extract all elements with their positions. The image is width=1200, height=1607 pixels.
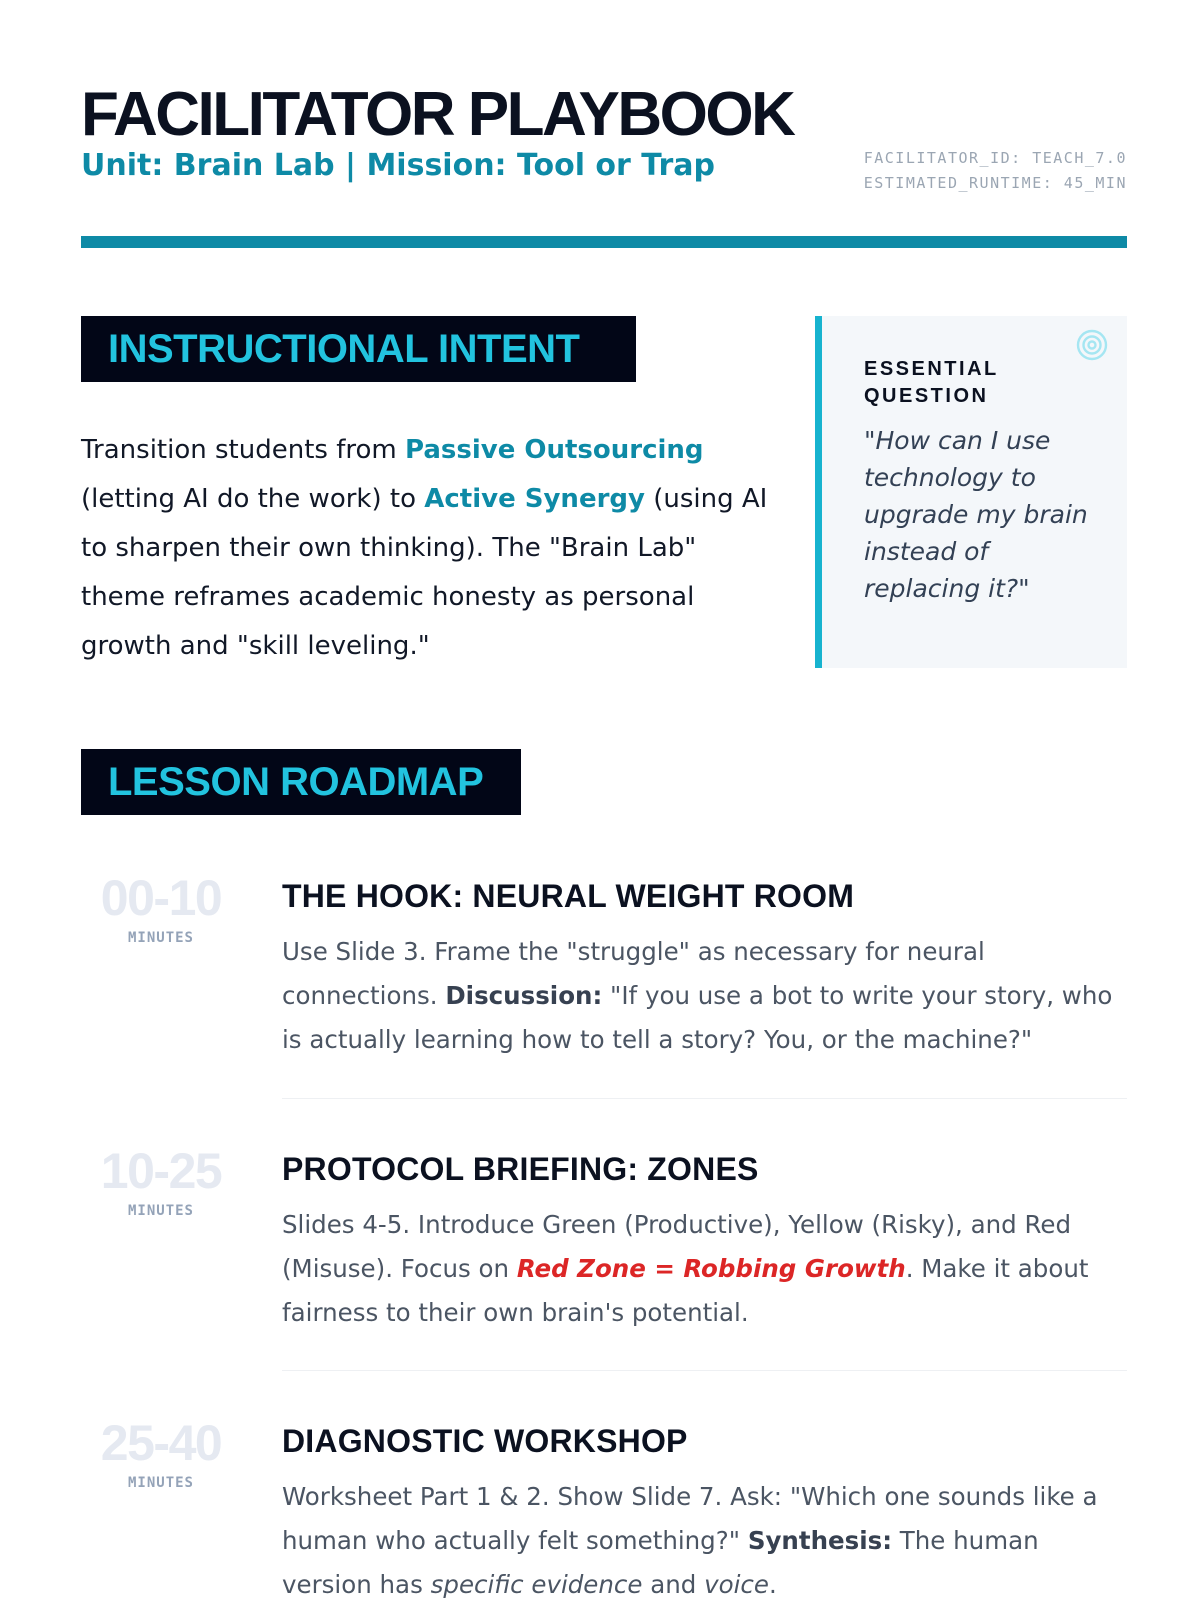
intent-paragraph xyxy=(81,426,771,671)
intent-text-3: (using AI to sharpen their own thinking). The "Brain Lab" theme reframes academic honesty as personal growth and "skill leveling." xyxy=(81,484,768,661)
step-italic-term: voice xyxy=(704,1570,769,1599)
eq-heading-line-1: ESSENTIAL xyxy=(864,358,999,380)
minutes-label: MINUTES xyxy=(127,1475,194,1491)
essential-question-quote: "How can I use technology to upgrade my brain instead of replacing it?" xyxy=(864,426,1088,603)
facilitator-meta xyxy=(864,146,1127,196)
step-title: DIAGNOSTIC WORKSHOP xyxy=(282,1423,688,1459)
step-description xyxy=(282,1475,1127,1607)
target-icon xyxy=(1075,328,1109,362)
step-text-part: . xyxy=(768,1570,777,1599)
step-bold-term: Synthesis: xyxy=(747,1526,893,1555)
page-title: FACILITATOR PLAYBOOK xyxy=(81,80,794,149)
facilitator-id: FACILITATOR_ID: TEACH_7.0 xyxy=(863,149,1127,167)
passive-outsourcing-term: Passive Outsourcing xyxy=(404,435,704,465)
step-time: 25-40 xyxy=(100,1415,222,1471)
instructional-intent-label: INSTRUCTIONAL INTENT xyxy=(81,316,636,382)
playbook-page xyxy=(81,0,1127,1600)
step-bold-term: Discussion: xyxy=(445,981,603,1010)
unit-mission-subtitle: Unit: Brain Lab | Mission: Tool or Trap xyxy=(81,148,715,183)
eq-heading-line-2: QUESTION xyxy=(864,385,989,407)
header-divider xyxy=(81,236,1127,248)
minutes-label: MINUTES xyxy=(127,1203,194,1219)
essential-question-heading xyxy=(864,356,999,410)
step-text-part: "If you use a bot to write your story, who is actually learning how to tell a story? You, or the machine?" xyxy=(282,981,1113,1054)
step-text-part: Slides 4-5. Introduce Green (Productive), Yellow (Risky), and Red (Misuse). Focus on xyxy=(282,1210,1072,1283)
step-time: 10-25 xyxy=(100,1143,222,1199)
step-title: PROTOCOL BRIEFING: ZONES xyxy=(282,1151,759,1187)
step-divider xyxy=(282,1098,1127,1099)
step-text-part: and xyxy=(642,1570,705,1599)
step-title: THE HOOK: NEURAL WEIGHT ROOM xyxy=(282,878,855,914)
step-description xyxy=(282,930,1127,1062)
step-italic-term: specific evidence xyxy=(430,1570,643,1599)
red-zone-highlight: Red Zone = Robbing Growth xyxy=(516,1254,906,1283)
step-time: 00-10 xyxy=(100,870,222,926)
step-text-part: . Make it about fairness to their own brain's potential. xyxy=(282,1254,1089,1327)
step-text-part: The human version has xyxy=(282,1526,1039,1599)
active-synergy-term: Active Synergy xyxy=(424,484,645,514)
step-description xyxy=(282,1203,1127,1335)
step-divider xyxy=(282,1370,1127,1371)
step-text-part: Worksheet Part 1 & 2. Show Slide 7. Ask: "Which one sounds like a human who actually felt something?" xyxy=(282,1482,1098,1555)
step-text-part: Use Slide 3. Frame the "struggle" as necessary for neural connections. xyxy=(282,937,985,1010)
estimated-runtime: ESTIMATED_RUNTIME: 45_MIN xyxy=(863,174,1127,192)
minutes-label: MINUTES xyxy=(127,930,194,946)
intent-text-2: (letting AI do the work) to xyxy=(81,484,425,514)
essential-question-card xyxy=(815,316,1127,668)
intent-text-1: Transition students from xyxy=(81,435,405,465)
lesson-roadmap-label: LESSON ROADMAP xyxy=(81,749,521,815)
